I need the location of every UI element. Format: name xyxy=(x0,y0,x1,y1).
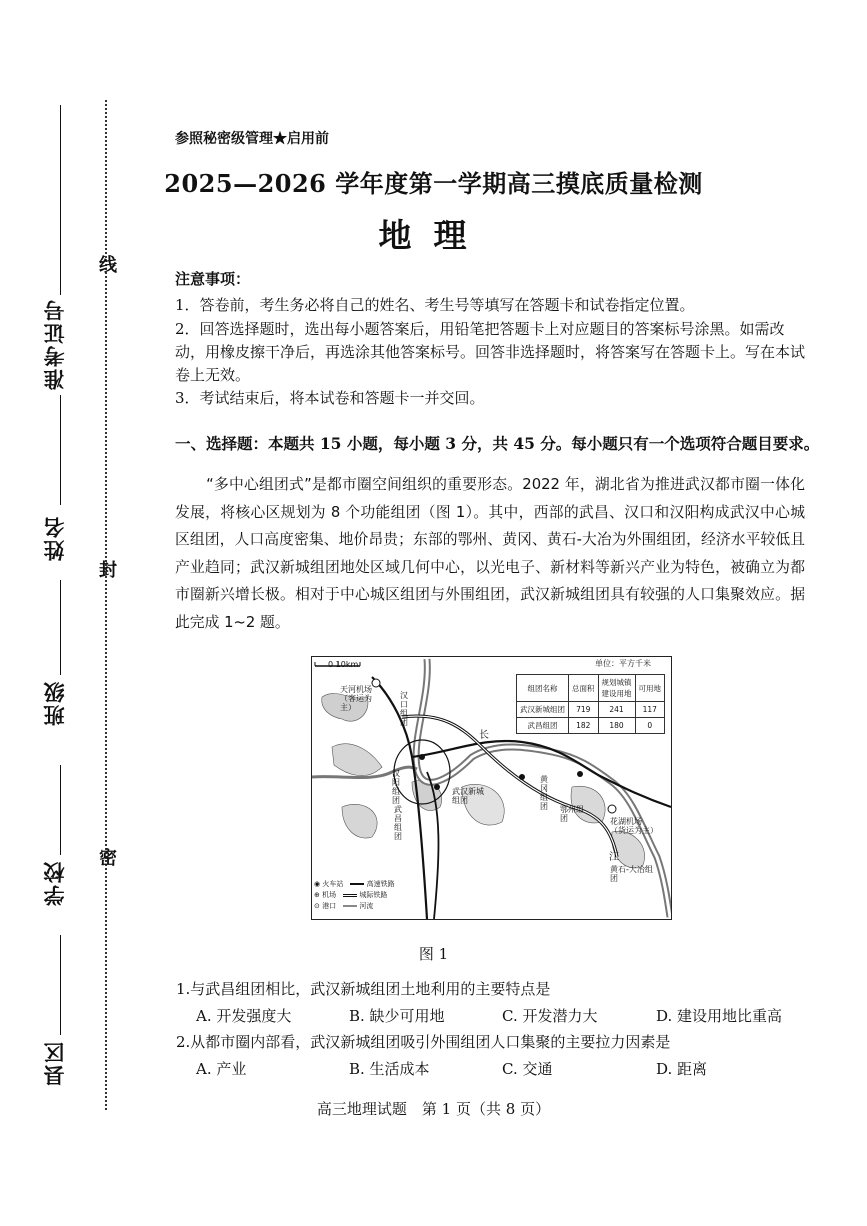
table-cell: 182 xyxy=(569,718,599,734)
intercity-line-icon xyxy=(343,894,357,897)
map-label-tianhe: 天河机场（客运为主） xyxy=(340,685,372,712)
question-1-option-c: C. 开发潜力大 xyxy=(502,1007,598,1025)
legend-intercity: 城际铁路 xyxy=(359,891,388,899)
passage: “多中心组团式”是都市圈空间组织的重要形态。2022 年，湖北省为推进武汉都市圈一体化发展，将核心区规划为 8 个功能组团（图 1）。其中，西部的武昌、汉口和汉阳构成武汉中心城区组团，人口高度密集、地价昂贵；东部的鄂州、黄冈、黄石-大冶为外围组团，经济水平较低且产业趋同；武汉新城组团地处区域几何中心，以光电子、新材料等新兴产业为特色，被确立为都市圈新兴增长极。相对于中心城区组团与外围组团，武汉新城组团具有较强的人口集聚效应。据此完成 1~2 题。 xyxy=(175,476,805,631)
river-line-icon xyxy=(343,905,357,907)
seal-char-mi: 密 xyxy=(96,848,117,866)
page-footer: 高三地理试题 第 1 页（共 8 页） xyxy=(316,1100,551,1118)
question-2-option-a: A. 产业 xyxy=(196,1060,247,1078)
table-cell: 180 xyxy=(598,718,635,734)
question-2-stem: 2.从都市圈内部看，武汉新城组团吸引外围组团人口集聚的主要拉力因素是 xyxy=(176,1033,671,1051)
table-header-cell: 组团名称 xyxy=(517,675,569,702)
map-label-hankou: 汉口组团 xyxy=(400,691,408,727)
figure-1-map xyxy=(311,656,672,920)
table-header-cell: 可用地 xyxy=(635,675,665,702)
table-cell: 117 xyxy=(635,702,665,718)
subject-title: 地理 xyxy=(378,216,489,255)
table-cell: 241 xyxy=(598,702,635,718)
train-station-icon: ◉ xyxy=(314,880,321,888)
map-label-jiang: 江 xyxy=(609,852,619,863)
figure-caption: 图 1 xyxy=(418,945,449,963)
map-legend xyxy=(314,879,395,912)
notice-item-2: 2．回答选择题时，选出每小题答案后，用铅笔把答题卡上对应题目的答案标号涂黑。如需改动，用橡皮擦干净后，再选涂其他答案标号。回答非选择题时，将答案写在答题卡上。写在本试卷上无效。 xyxy=(175,320,806,384)
question-2-option-d: D. 距离 xyxy=(656,1060,708,1078)
school-label: 学校 xyxy=(42,860,67,906)
table-cell: 武汉新城组团 xyxy=(517,702,569,718)
exam-title: 2025—2026 学年度第一学期高三摸底质量检测 xyxy=(164,169,703,198)
table-header-row xyxy=(517,675,665,702)
legend-port: 港口 xyxy=(322,902,337,910)
exam-number-label: 准考证号 xyxy=(42,298,67,390)
name-label: 姓名 xyxy=(42,515,67,561)
table-header-cell: 规划城镇建设用地 xyxy=(598,675,635,702)
question-1-option-b: B. 缺少可用地 xyxy=(349,1007,445,1025)
port-icon: ⊙ xyxy=(314,902,320,910)
map-label-wuchang: 武昌组团 xyxy=(394,805,402,841)
legend-train-station: 火车站 xyxy=(322,880,344,888)
table-row xyxy=(517,718,665,734)
map-label-chang: 长 xyxy=(479,730,489,741)
exam-number-underline xyxy=(60,105,61,295)
secret-level-label: 参照秘密级管理★启用前 xyxy=(175,131,329,147)
notice-item-3: 3．考试结束后，将本试卷和答题卡一并交回。 xyxy=(175,389,485,407)
map-scale-label: 0 10km xyxy=(328,660,359,669)
section-heading: 一、选择题：本题共 15 小题，每小题 3 分，共 45 分。每小题只有一个选项符合题目要求。 xyxy=(175,434,820,453)
map-label-huangshi: 黄石-大冶组团 xyxy=(610,865,653,883)
table-cell: 719 xyxy=(569,702,599,718)
hsr-line-icon xyxy=(350,883,364,885)
map-unit-label: 单位：平方千米 xyxy=(595,659,651,668)
legend-hsr: 高速铁路 xyxy=(366,880,395,888)
airport-icon: ⊕ xyxy=(314,891,320,899)
table-header-cell: 总面积 xyxy=(569,675,599,702)
school-underline xyxy=(60,765,61,855)
class-underline xyxy=(60,580,61,675)
map-label-huanggang: 黄冈组团 xyxy=(540,775,548,811)
map-label-hanyang: 汉阳组团 xyxy=(392,769,400,805)
area-table xyxy=(516,674,665,734)
class-label: 班级 xyxy=(42,680,67,726)
map-label-huahu: 花湖机场（货运为主） xyxy=(610,817,658,835)
table-cell: 0 xyxy=(635,718,665,734)
question-1-option-d: D. 建设用地比重高 xyxy=(656,1007,783,1025)
seal-char-xian: 线 xyxy=(96,255,117,273)
map-label-xincheng: 武汉新城组团 xyxy=(452,787,484,805)
seal-char-feng: 封 xyxy=(96,560,117,578)
county-label: 县区 xyxy=(42,1040,67,1086)
legend-river: 河流 xyxy=(359,902,374,910)
question-1-stem: 1.与武昌组团相比，武汉新城组团土地利用的主要特点是 xyxy=(176,980,551,998)
table-row xyxy=(517,702,665,718)
table-cell: 武昌组团 xyxy=(517,718,569,734)
notice-item-1: 1．答卷前，考生务必将自己的姓名、考生号等填写在答题卡和试卷指定位置。 xyxy=(175,296,695,314)
notice-heading: 注意事项： xyxy=(175,270,251,288)
legend-airport: 机场 xyxy=(322,891,337,899)
map-label-ezhou: 鄂州组团 xyxy=(560,805,584,823)
question-2-option-b: B. 生活成本 xyxy=(349,1060,430,1078)
question-2-option-c: C. 交通 xyxy=(502,1060,553,1078)
name-underline xyxy=(60,395,61,505)
question-1-option-a: A. 开发强度大 xyxy=(196,1007,292,1025)
